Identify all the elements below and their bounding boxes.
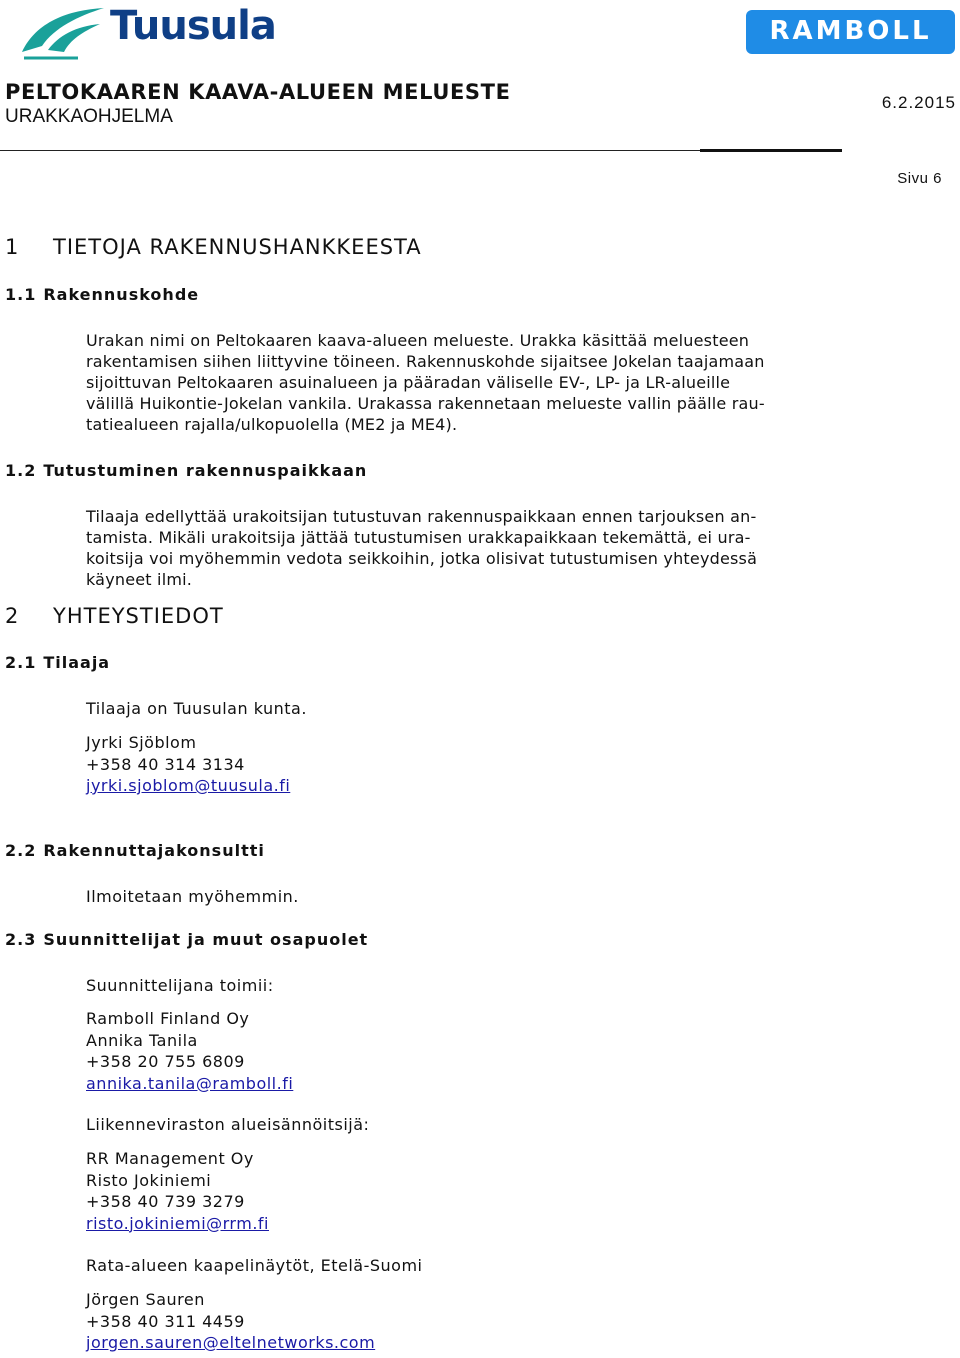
consultant-text: Ilmoitetaan myöhemmin. xyxy=(86,887,299,906)
contact-email-link[interactable]: jyrki.sjoblom@tuusula.fi xyxy=(86,776,291,795)
section-number: 2.3 xyxy=(5,930,37,949)
cable-locating-heading-block xyxy=(86,1255,423,1277)
contact-name: Risto Jokiniemi xyxy=(86,1170,212,1190)
section-title: Rakennuskohde xyxy=(43,285,200,304)
contact-email-link[interactable]: annika.tanila@ramboll.fi xyxy=(86,1073,294,1093)
designer-heading-block xyxy=(86,975,274,997)
cable-locating-contact xyxy=(86,1289,375,1354)
tuusula-logo xyxy=(18,2,293,60)
section-number: 2.1 xyxy=(5,653,37,672)
section-title: Suunnittelijat ja muut osapuolet xyxy=(43,930,369,949)
paragraph-line: käyneet ilmi. xyxy=(86,570,193,589)
paragraph-line: koitsija voi myöhemmin vedota seikkoihin, jotka olisivat tutustumisen yhteydessä xyxy=(86,549,758,568)
contact-phone: +358 40 311 4459 xyxy=(86,1311,245,1331)
group-heading: Rata-alueen kaapelinäytöt, Etelä-Suomi xyxy=(86,1256,423,1275)
designer-contact xyxy=(86,1008,293,1094)
property-manager-heading-block xyxy=(86,1114,369,1136)
paragraph-line: välillä Huikontie-Jokelan vankila. Urakassa rakennetaan melueste vallin päälle rau- xyxy=(86,394,765,413)
section-1-2-heading xyxy=(5,461,367,480)
ramboll-logo xyxy=(746,10,955,54)
section-2-heading xyxy=(5,604,224,628)
paragraph-line: Tilaaja edellyttää urakoitsijan tutustuvan rakennuspaikkaan ennen tarjouksen an- xyxy=(86,507,757,526)
section-title: Tutustuminen rakennuspaikkaan xyxy=(43,461,368,480)
section-title: Tilaaja xyxy=(43,653,111,672)
group-heading: Liikenneviraston alueisännöitsijä: xyxy=(86,1115,370,1134)
paragraph-line: tamista. Mikäli urakoitsija jättää tutustumisen urakkapaikkaan tekemättä, ei ura- xyxy=(86,528,751,547)
section-1-heading xyxy=(5,235,422,259)
section-2-2-heading xyxy=(5,841,265,860)
ramboll-logo-text: RAMBOLL xyxy=(769,16,932,46)
property-manager-contact xyxy=(86,1148,269,1234)
client-contact xyxy=(86,732,290,797)
section-1-2-paragraph xyxy=(86,506,846,590)
client-info xyxy=(86,698,307,720)
paragraph-line: rakentamisen siihen liittyvine töineen. Rakennuskohde sijaitsee Jokelan taajamaan xyxy=(86,352,765,371)
contact-company: RR Management Oy xyxy=(86,1149,254,1168)
contact-name: Annika Tanila xyxy=(86,1030,198,1050)
contact-phone: +358 20 755 6809 xyxy=(86,1052,245,1071)
document-date: 6.2.2015 xyxy=(881,93,956,112)
section-title: Rakennuttajakonsultti xyxy=(43,841,265,860)
header-divider xyxy=(0,150,842,153)
group-heading: Suunnittelijana toimii: xyxy=(86,976,274,995)
contact-company: Ramboll Finland Oy xyxy=(86,1009,250,1028)
tuusula-logo-text: Tuusula xyxy=(110,3,276,49)
section-number: 1.1 xyxy=(5,285,37,304)
page-number: Sivu 6 xyxy=(897,170,942,187)
contact-email-link[interactable]: jorgen.sauren@eltelnetworks.com xyxy=(86,1333,376,1352)
client-intro: Tilaaja on Tuusulan kunta. xyxy=(86,699,307,718)
section-title: YHTEYSTIEDOT xyxy=(53,604,224,628)
section-1-1-heading xyxy=(5,285,199,304)
contact-phone: +358 40 739 3279 xyxy=(86,1192,245,1211)
section-number: 1.2 xyxy=(5,461,37,480)
section-2-1-heading xyxy=(5,653,110,672)
section-number: 2 xyxy=(5,604,20,628)
paragraph-line: tatiealueen rajalla/ulkopuolella (ME2 ja ME4). xyxy=(86,415,458,434)
contact-email-link[interactable]: risto.jokiniemi@rrm.fi xyxy=(86,1213,269,1233)
document-subtitle: URAKKAOHJELMA xyxy=(5,106,173,127)
section-2-3-heading xyxy=(5,930,368,949)
tuusula-swirl-icon xyxy=(18,2,110,60)
contact-name: Jyrki Sjöblom xyxy=(86,733,197,752)
section-number: 2.2 xyxy=(5,841,37,860)
paragraph-line: Urakan nimi on Peltokaaren kaava-alueen melueste. Urakka käsittää meluesteen xyxy=(86,331,750,350)
consultant-info xyxy=(86,886,299,908)
contact-phone: +358 40 314 3134 xyxy=(86,754,245,774)
section-1-1-paragraph xyxy=(86,330,846,435)
section-title: TIETOJA RAKENNUSHANKKEESTA xyxy=(53,235,422,259)
document-title: PELTOKAAREN KAAVA-ALUEEN MELUESTE xyxy=(5,80,511,104)
paragraph-line: sijoittuvan Peltokaaren asuinalueen ja pääradan väliselle EV-, LP- ja LR-alueille xyxy=(86,373,731,392)
section-number: 1 xyxy=(5,235,20,259)
contact-name: Jörgen Sauren xyxy=(86,1290,205,1309)
